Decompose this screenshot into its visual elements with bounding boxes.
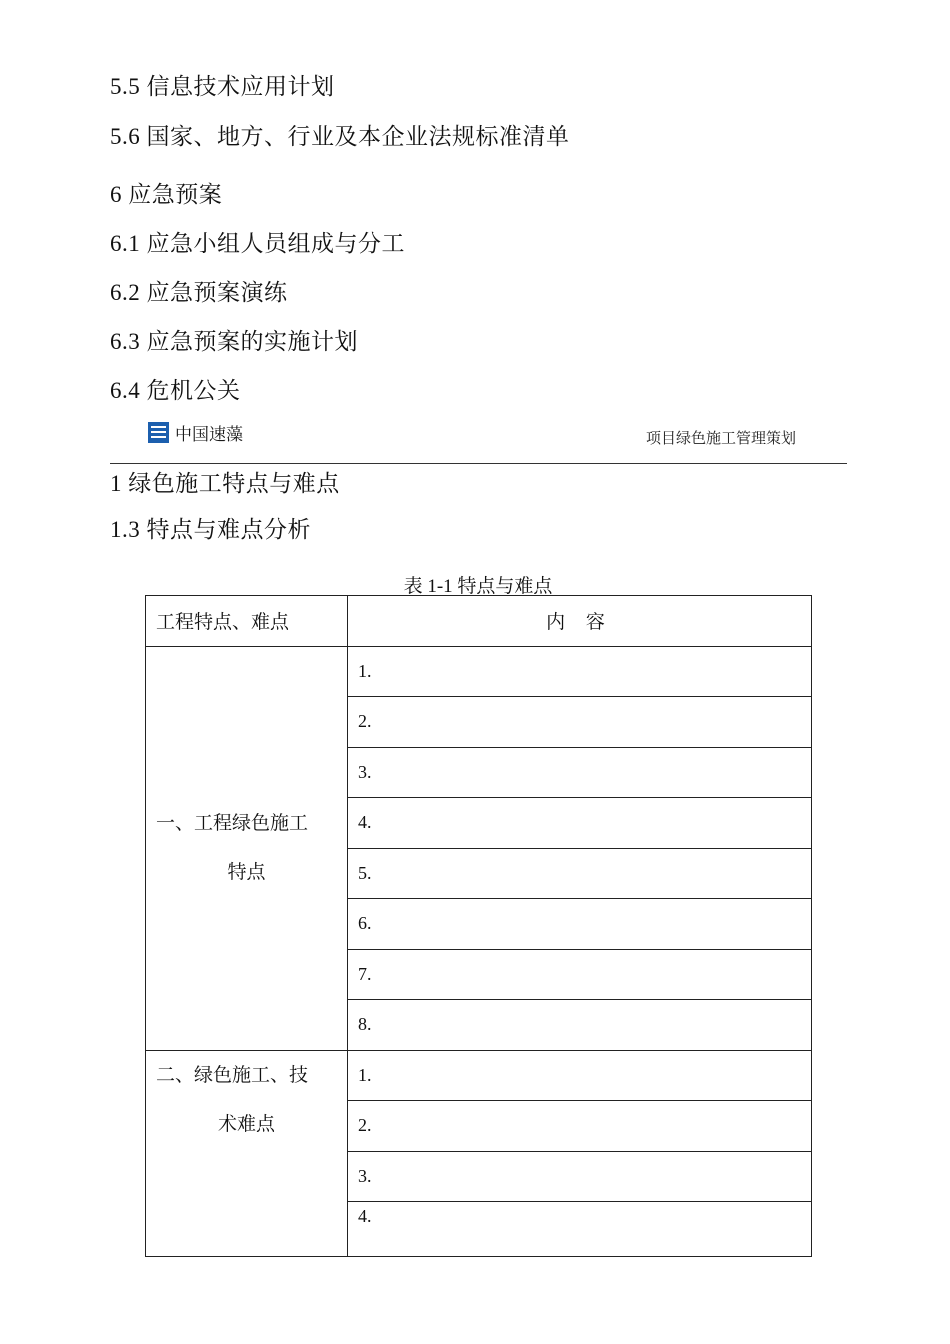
table-cell[interactable]: 5.: [348, 848, 812, 899]
section-heading-1: 1 绿色施工特点与难点: [110, 471, 340, 496]
toc-6-1: 6.1 应急小组人员组成与分工: [110, 231, 405, 256]
table-cell[interactable]: 7.: [348, 949, 812, 1000]
table-cell[interactable]: 1.: [348, 646, 812, 697]
table-header-row: [146, 596, 812, 647]
toc-5-6: 5.6 国家、地方、行业及本企业法规标准清单: [110, 124, 570, 149]
table-cell[interactable]: 4.: [348, 1202, 812, 1257]
group2-label-line2: 术难点: [217, 1113, 275, 1135]
table-cell[interactable]: 3.: [348, 1151, 812, 1202]
logo-icon: [148, 422, 169, 443]
table-cell[interactable]: 6.: [348, 899, 812, 950]
group1-label-cell: [146, 646, 348, 1050]
group1-label-line1: 一、工程绿色施工: [156, 813, 309, 834]
table-cell[interactable]: 8.: [348, 1000, 812, 1051]
document-header-title: 项目绿色施工管理策划: [646, 431, 797, 447]
table-cell[interactable]: 2.: [348, 697, 812, 748]
toc-5-5: 5.5 信息技术应用计划: [110, 74, 335, 99]
section-heading-1-3: 1.3 特点与难点分析: [110, 517, 311, 542]
table-cell[interactable]: 4.: [348, 798, 812, 849]
toc-6: 6 应急预案: [110, 182, 223, 207]
table-cell[interactable]: 2.: [348, 1101, 812, 1152]
header-cell-content: 内 容: [348, 596, 812, 647]
toc-6-2: 6.2 应急预案演练: [110, 280, 288, 305]
group2-label-cell: [146, 1050, 348, 1256]
header-cell-category: 工程特点、难点: [146, 596, 348, 647]
group2-label-line1: 二、绿色施工、技: [156, 1064, 309, 1086]
table-row: [146, 646, 812, 697]
group1-label-line2: 特点: [227, 862, 266, 883]
toc-6-3: 6.3 应急预案的实施计划: [110, 329, 358, 354]
table-caption: 表 1-1 特点与难点: [403, 576, 553, 597]
toc-6-4: 6.4 危机公关: [110, 378, 241, 403]
header-divider: [110, 463, 847, 464]
table-row: [146, 1050, 812, 1101]
table-cell[interactable]: 3.: [348, 747, 812, 798]
company-logo: [148, 420, 243, 445]
features-table: [145, 595, 812, 1257]
logo-text: 中国速藻: [175, 425, 243, 444]
table-cell[interactable]: 1.: [348, 1050, 812, 1101]
